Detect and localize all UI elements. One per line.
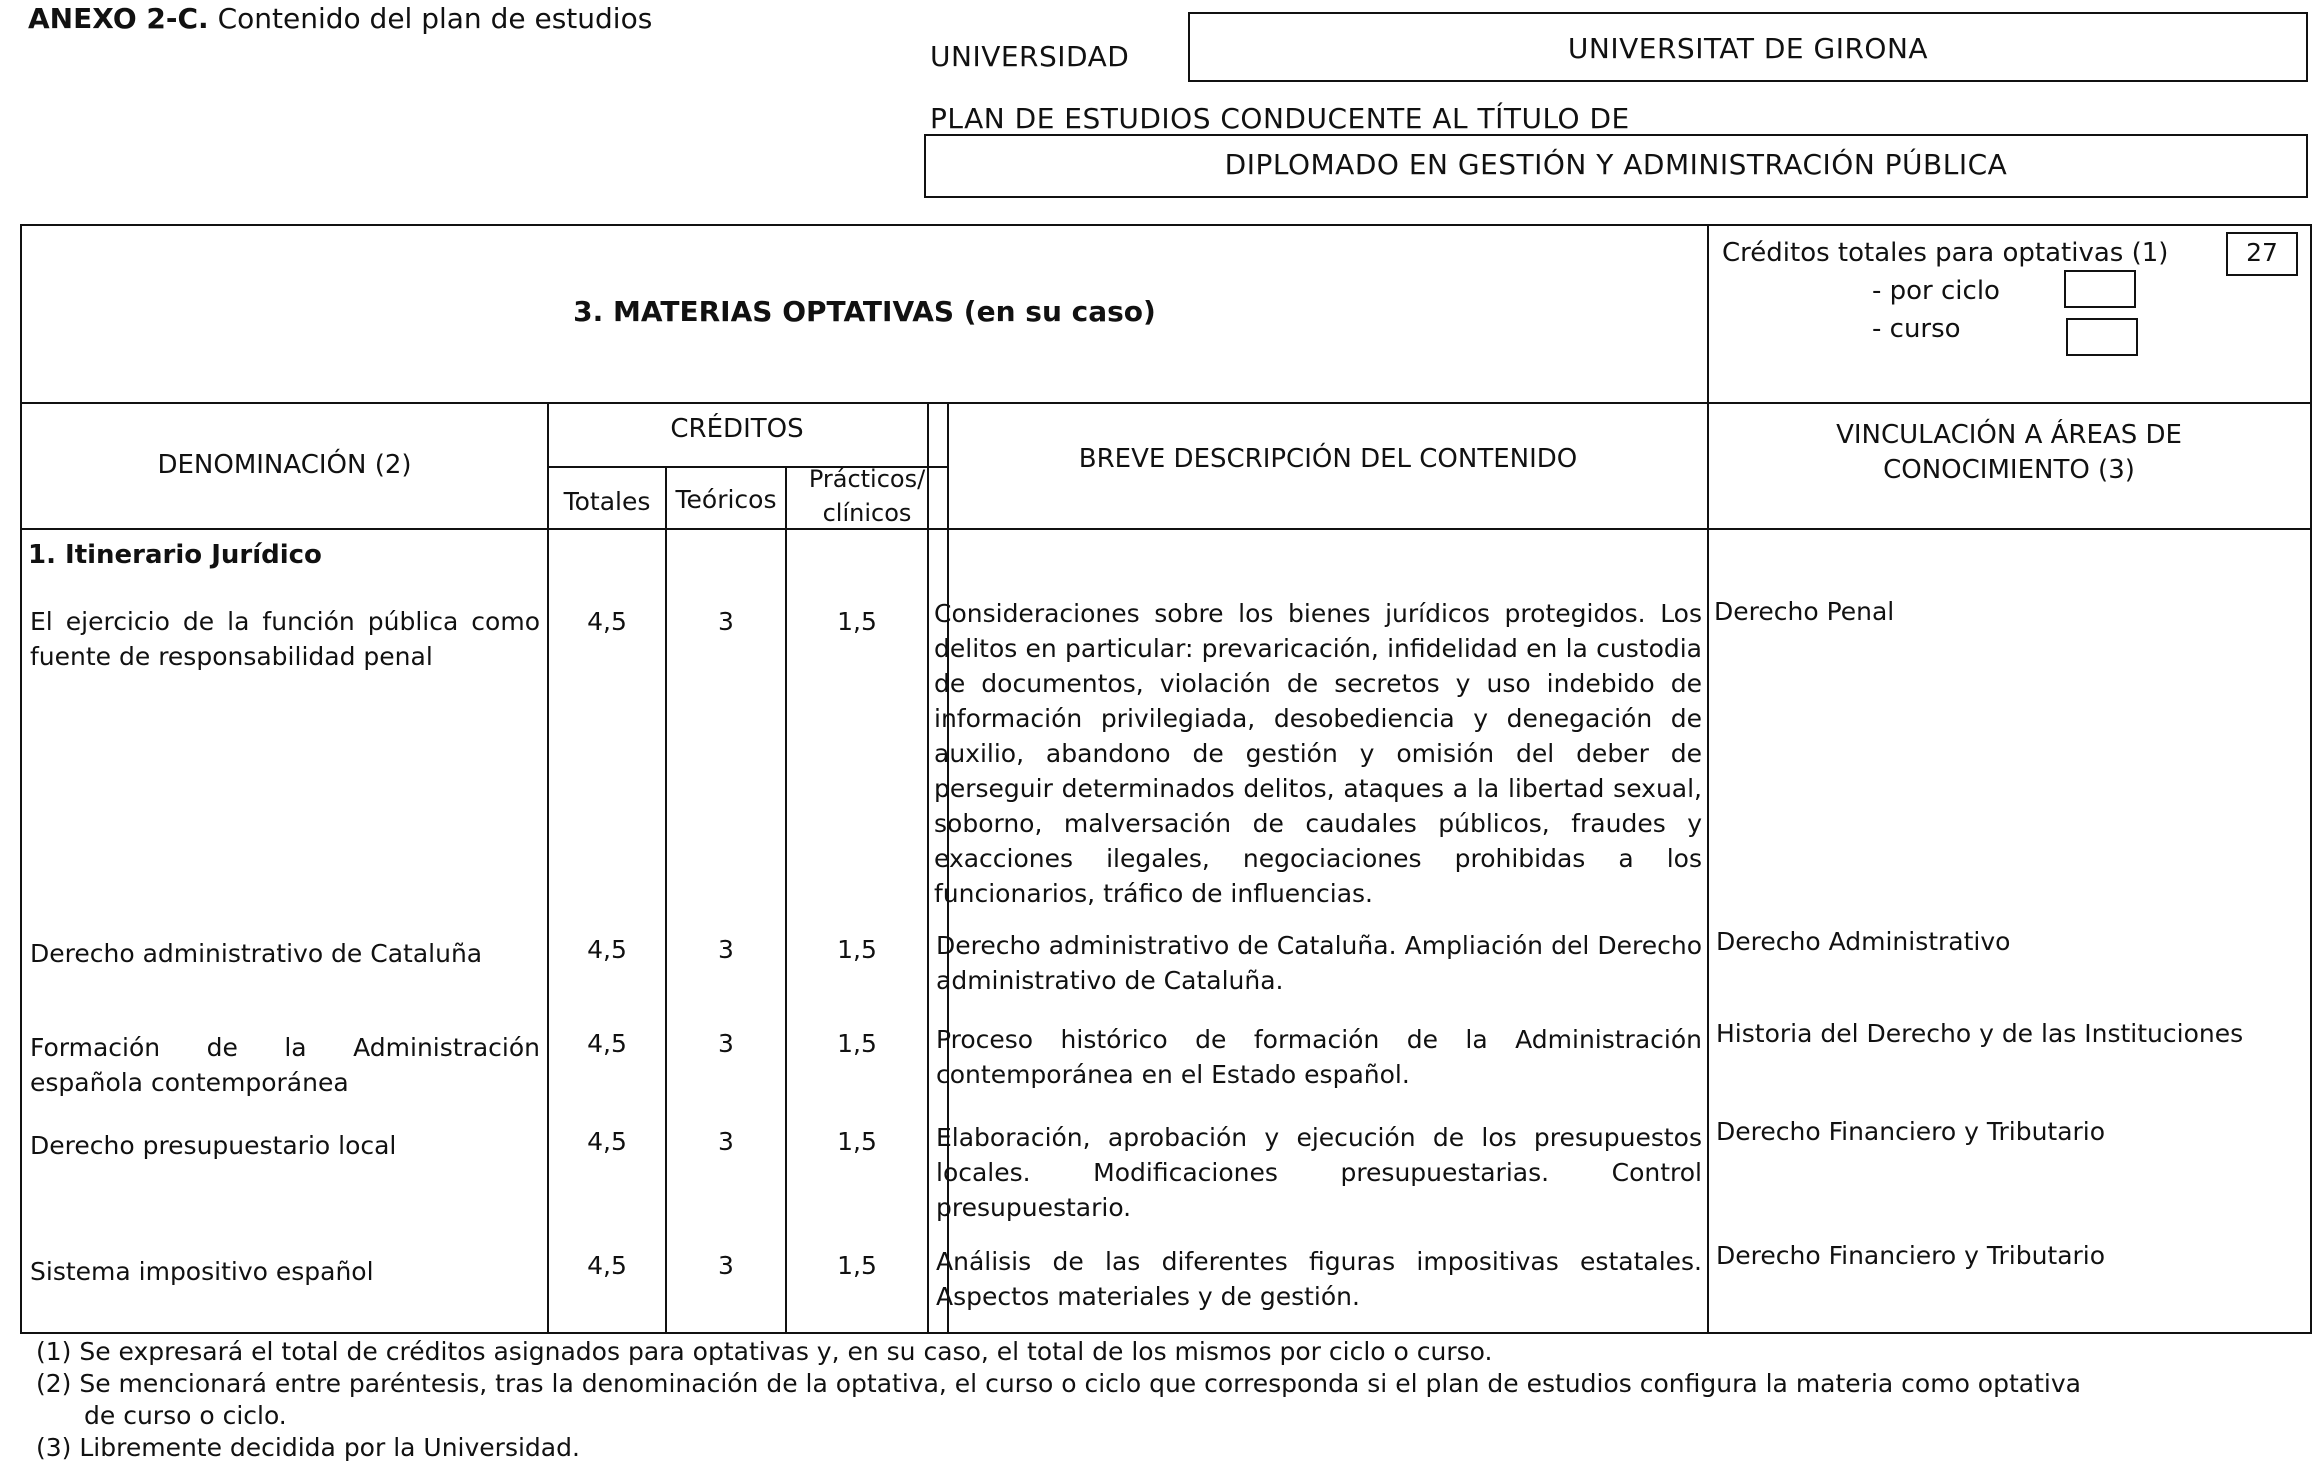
row-5-practicos: 1,5: [837, 1251, 877, 1280]
row-4-teoricos: 3: [718, 1127, 734, 1156]
university-box: [1188, 12, 2308, 82]
row-1-totales: 4,5: [587, 607, 627, 636]
col-practicos-header: [787, 462, 947, 530]
optional-subjects-table: [20, 224, 2312, 1334]
row-5-name: Sistema impositivo español: [30, 1257, 374, 1286]
row-1-area: Derecho Penal: [1714, 597, 1895, 626]
annex-subtitle: Contenido del plan de estudios: [217, 2, 653, 35]
footnote-2: (2) Se mencionará entre paréntesis, tras la denominación de la optativa, el curso o ciclo que corresponda si el plan de estudios configura la materia como optativa: [36, 1369, 2081, 1398]
row-3-teoricos: 3: [718, 1029, 734, 1058]
row-2-description: Derecho administrativo de Cataluña. Ampliación del Derecho administrativo de Cataluña.: [936, 931, 1702, 995]
col-teoricos-header: Teóricos: [675, 485, 777, 514]
row-5-totales: 4,5: [587, 1251, 627, 1280]
total-credits-label: Créditos totales para optativas (1): [1722, 238, 2169, 268]
row-2-area: Derecho Administrativo: [1716, 927, 2011, 956]
footnote-2-cont: de curso o ciclo.: [84, 1401, 287, 1430]
per-course-box: [2066, 318, 2138, 356]
plan-label: PLAN DE ESTUDIOS CONDUCENTE AL TÍTULO DE: [930, 102, 1630, 135]
row-4-name: Derecho presupuestario local: [30, 1131, 397, 1160]
annex-number: ANEXO 2-C.: [28, 2, 209, 35]
degree-value: DIPLOMADO EN GESTIÓN Y ADMINISTRACIÓN PÚBLICA: [1224, 148, 2008, 181]
row-5-teoricos: 3: [718, 1251, 734, 1280]
col-areas-line2: CONOCIMIENTO (3): [1883, 455, 2135, 485]
section-title: 3. MATERIAS OPTATIVAS (en su caso): [573, 295, 1156, 328]
col-totales-header: Totales: [563, 487, 651, 516]
row-2-name: Derecho administrativo de Cataluña: [30, 939, 483, 968]
row-4-totales: 4,5: [587, 1127, 627, 1156]
row-5-area: Derecho Financiero y Tributario: [1716, 1241, 2106, 1270]
degree-box: [924, 134, 2308, 198]
row-4-area: Derecho Financiero y Tributario: [1716, 1117, 2106, 1146]
row-2-teoricos: 3: [718, 935, 734, 964]
row-1-teoricos: 3: [718, 607, 734, 636]
row-1-name: El ejercicio de la función pública como fuente de responsabilidad penal: [30, 607, 540, 671]
footnote-3: (3) Libremente decidida por la Universidad.: [36, 1433, 580, 1462]
col-name-header: DENOMINACIÓN (2): [157, 450, 412, 480]
col-credits-header: CRÉDITOS: [670, 414, 804, 444]
row-1-practicos: 1,5: [837, 607, 877, 636]
per-cycle-box: [2064, 270, 2136, 308]
col-areas-line1: VINCULACIÓN A ÁREAS DE: [1836, 420, 2182, 450]
col-practicos-line2: clínicos: [822, 499, 912, 527]
row-3-totales: 4,5: [587, 1029, 627, 1058]
col-description-header: BREVE DESCRIPCIÓN DEL CONTENIDO: [1078, 444, 1578, 474]
col-practicos-line1: Prácticos/: [808, 465, 926, 493]
row-3-area: Historia del Derecho y de las Instituciones: [1716, 1019, 2244, 1048]
row-5-description: Análisis de las diferentes figuras impositivas estatales. Aspectos materiales y de gestión.: [936, 1247, 1702, 1311]
university-value: UNIVERSITAT DE GIRONA: [1567, 32, 1929, 65]
row-3-name: Formación de la Administración española contemporánea: [30, 1033, 540, 1097]
row-3-practicos: 1,5: [837, 1029, 877, 1058]
row-1-description: Consideraciones sobre los bienes jurídicos protegidos. Los delitos en particular: prevaricación, infidelidad en la custodia de documentos, violación de secretos y uso indebido de información privilegiada, desobediencia y denegación de auxilio, abandono de gestión y omisión del deber de perseguir determinados delitos, ataques a la libertad sexual, soborno, malversación de caudales públicos, fraudes y exacciones ilegales, negociaciones prohibidas a los funcionarios, tráfico de influencias.: [934, 599, 1702, 908]
footnote-1: (1) Se expresará el total de créditos asignados para optativas y, en su caso, el total de los mismos por ciclo o curso.: [36, 1337, 1493, 1366]
row-4-practicos: 1,5: [837, 1127, 877, 1156]
row-3-description: Proceso histórico de formación de la Administración contemporánea en el Estado español.: [936, 1025, 1702, 1089]
annex-heading: [28, 2, 652, 35]
total-credits-value: 27: [2226, 232, 2298, 276]
row-4-description: Elaboración, aprobación y ejecución de los presupuestos locales. Modificaciones presupuestarias. Control presupuestario.: [936, 1123, 1702, 1222]
university-label: UNIVERSIDAD: [930, 40, 1130, 73]
row-2-practicos: 1,5: [837, 935, 877, 964]
row-2-totales: 4,5: [587, 935, 627, 964]
per-course-label: - curso: [1872, 314, 1961, 344]
col-areas-header: [1709, 418, 2309, 488]
group-title: 1. Itinerario Jurídico: [28, 540, 322, 570]
per-cycle-label: - por ciclo: [1872, 276, 2000, 306]
